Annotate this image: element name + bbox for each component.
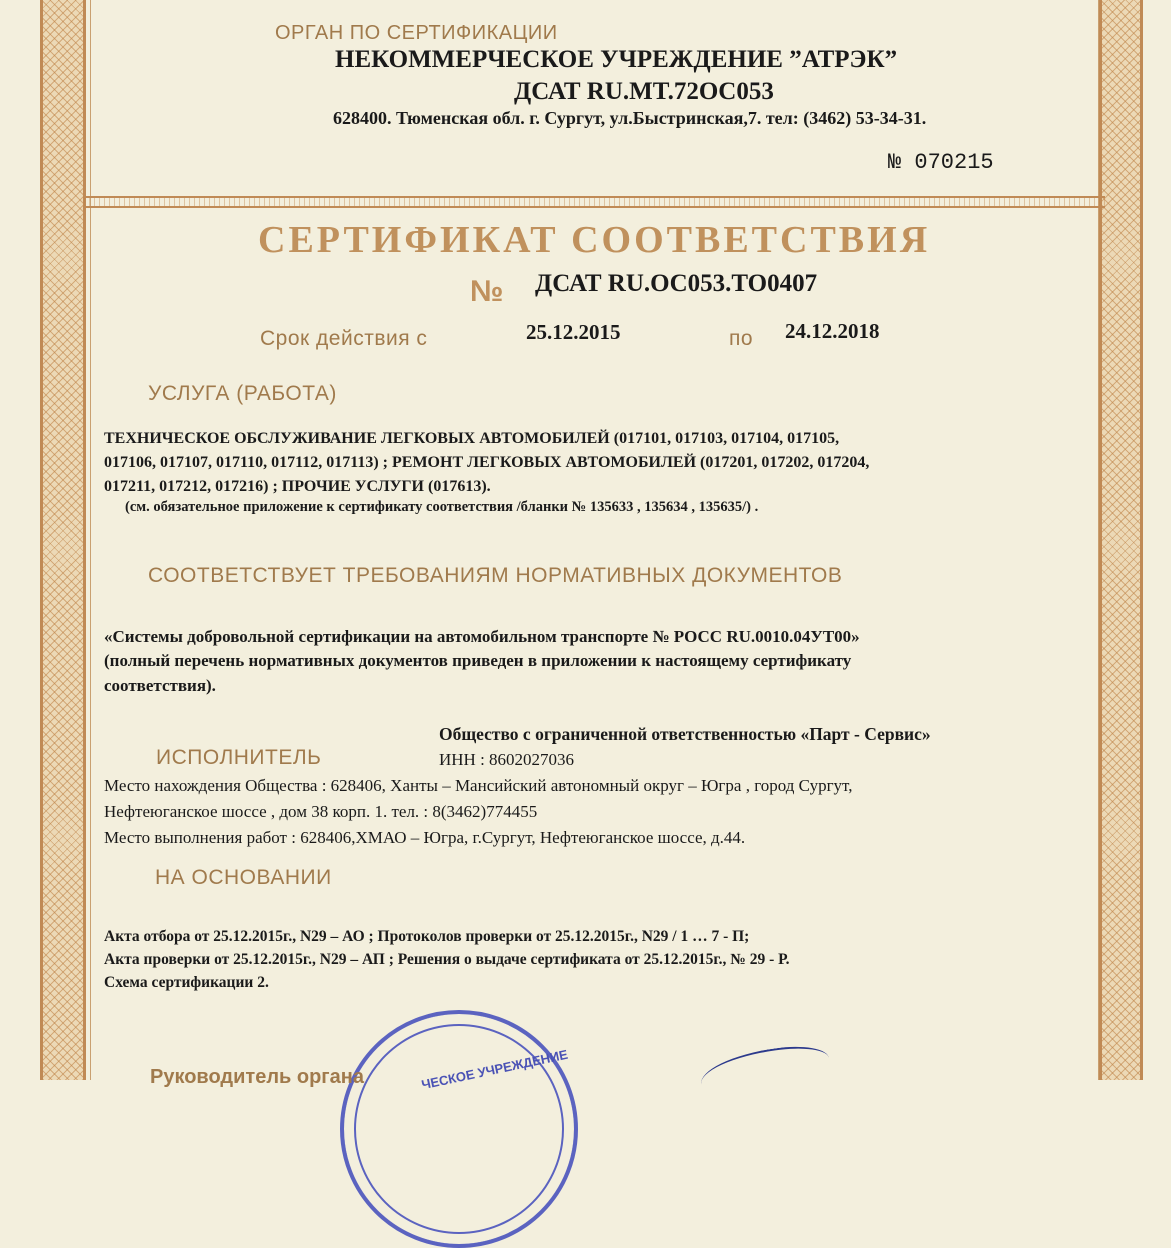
ornamental-border-right [1099, 0, 1143, 1080]
executor-location-1: Место нахождения Общества : 628406, Ханты – Мансийский автономный округ – Югра , город Сургут, [104, 776, 853, 795]
basis-line-2: Акта проверки от 25.12.2015г., N29 – АП ; Решения о выдаче сертификата от 25.12.2015г., № 29 - Р. [104, 951, 790, 968]
requirements-line-1: «Системы добровольной сертификации на автомобильном транспорте № РОСС RU.0010.04УТ00» [104, 627, 860, 646]
valid-to: 24.12.2018 [785, 319, 880, 343]
executor-label: ИСПОЛНИТЕЛЬ [156, 746, 322, 769]
requirements-label: СООТВЕТСТВУЕТ ТРЕБОВАНИЯМ НОРМАТИВНЫХ ДОКУМЕНТОВ [148, 564, 843, 587]
requirements-line-3: соответствия). [104, 676, 216, 695]
executor-inn: ИНН : 8602027036 [439, 750, 575, 769]
service-note: (см. обязательное приложение к сертификату соответствия /бланки № 135633 , 135634 , 135635/) . [125, 499, 759, 515]
service-line-3: 017211, 017212, 017216) ; ПРОЧИЕ УСЛУГИ (017613). [104, 478, 491, 495]
executor-work-place: Место выполнения работ : 628406,ХМАО – Югра, г.Сургут, Нефтеюганское шоссе, д.44. [104, 828, 746, 847]
certificate-number: ДСАТ RU.OC053.TO0407 [535, 270, 818, 297]
authority-name: НЕКОММЕРЧЕСКОЕ УЧРЕЖДЕНИЕ ”АТРЭК” [335, 46, 898, 73]
validity-to-label: по [729, 327, 754, 350]
basis-line-1: Акта отбора от 25.12.2015г., N29 – АО ; Протоколов проверки от 25.12.2015г., N29 / 1 … 7 - П; [104, 928, 750, 945]
certification-stamp [340, 1010, 578, 1248]
authority-header: ОРГАН ПО СЕРТИФИКАЦИИ [275, 22, 558, 44]
executor-company: Общество с ограниченной ответственностью «Парт - Сервис» [439, 724, 931, 744]
basis-label: НА ОСНОВАНИИ [155, 866, 332, 889]
basis-line-3: Схема сертификации 2. [104, 974, 269, 991]
authority-code: ДСАТ RU.MT.72OC053 [514, 78, 774, 105]
requirements-line-2: (полный перечень нормативных документов приведен в приложении к настоящему сертификату [104, 651, 852, 670]
service-label: УСЛУГА (РАБОТА) [148, 382, 337, 405]
form-number: № 070215 [888, 150, 994, 175]
authority-address: 628400. Тюменская обл. г. Сургут, ул.Быстринская,7. тел: (3462) 53-34-31. [333, 108, 927, 128]
header-divider [84, 196, 1105, 208]
service-line-2: 017106, 017107, 017110, 017112, 017113) ; РЕМОНТ ЛЕГКОВЫХ АВТОМОБИЛЕЙ (017201, 017202, 017204, [104, 454, 870, 471]
number-sign: № [470, 275, 504, 308]
ornamental-border-left [40, 0, 86, 1080]
certificate-title: СЕРТИФИКАТ СООТВЕТСТВИЯ [258, 219, 931, 261]
service-line-1: ТЕХНИЧЕСКОЕ ОБСЛУЖИВАНИЕ ЛЕГКОВЫХ АВТОМОБИЛЕЙ (017101, 017103, 017104, 017105, [104, 430, 840, 447]
executor-location-2: Нефтеюганское шоссе , дом 38 корп. 1. тел. : 8(3462)774455 [104, 802, 538, 821]
head-of-authority-label: Руководитель органа [150, 1066, 364, 1088]
validity-label: Срок действия с [260, 327, 428, 350]
stamp-text: ЧЕСКОЕ УЧРЕЖДЕНИЕ [420, 1046, 570, 1093]
valid-from: 25.12.2015 [526, 320, 621, 344]
